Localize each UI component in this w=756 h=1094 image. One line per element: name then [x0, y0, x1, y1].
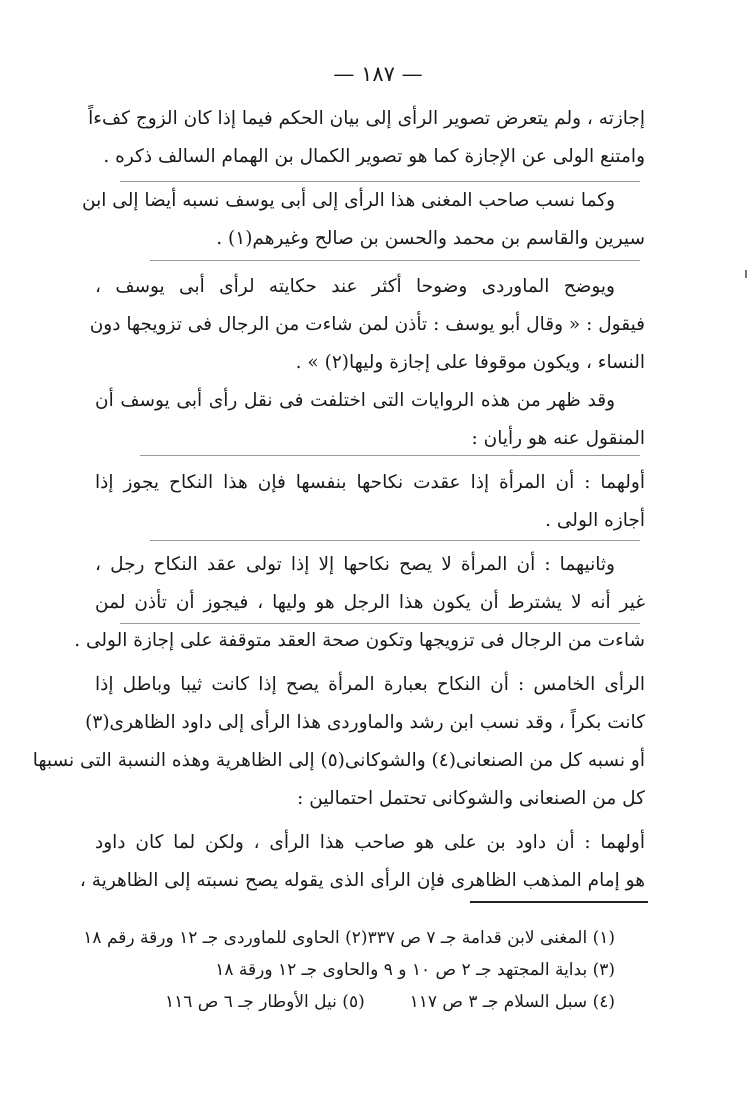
footnote-row — [83, 922, 615, 954]
footnote-row — [105, 954, 615, 986]
text-line: النساء ، ويكون موقوفا على إجازة وليها(٢) » . — [295, 352, 645, 373]
footnote-1: (١) المغنى لابن قدامة جـ ٧ ص ٣٣٧ — [367, 928, 615, 948]
text-line: إجازته ، ولم يتعرض تصوير الرأى إلى بيان الحكم فيما إذا كان الزوج كفءاً — [88, 108, 645, 129]
footnotes — [83, 922, 615, 1018]
text-line: كل من الصنعانى والشوكانى تحتمل احتمالين : — [297, 788, 645, 809]
text-line: وقد ظهر من هذه الروايات التى اختلفت فى نقل رأى أبى يوسف أن — [95, 390, 615, 411]
text-line: سيرين والقاسم بن محمد والحسن بن صالح وغيرهم(١) . — [216, 228, 645, 249]
text-line: المنقول عنه هو رأيان : — [471, 428, 645, 449]
text-line: أولهما : أن المرأة إذا عقدت نكاحها بنفسها فإن هذا النكاح يجوز إذا — [95, 472, 645, 493]
footnote-2: (٢) الحاوى للماوردى جـ ١٢ ورقة رقم ١٨ — [83, 928, 368, 948]
text-line: غير أنه لا يشترط أن يكون هذا الرجل هو وليها ، فيجوز أن تأذن لمن — [95, 592, 645, 613]
text-line: وثانيهما : أن المرأة لا يصح نكاحها إلا إذا تولى عقد النكاح رجل ، — [95, 554, 615, 575]
margin-mark — [745, 270, 747, 278]
footnote-row — [105, 986, 615, 1018]
main-text — [32, 100, 645, 900]
text-line: أجازه الولى . — [545, 510, 645, 531]
text-line: أو نسبه كل من الصنعانى(٤) والشوكانى(٥) إلى الظاهرية وهذه النسبة التى نسبها — [32, 750, 645, 771]
text-line: الرأى الخامس : أن النكاح بعبارة المرأة يصح إذا كانت ثيبا وباطل إذا — [95, 674, 645, 695]
text-line: هو إمام المذهب الظاهرى فإن الرأى الذى يقوله يصح نسبته إلى الظاهرية ، — [79, 870, 645, 891]
text-line: كانت بكراً ، وقد نسب ابن رشد والماوردى هذا الرأى إلى داود الظاهرى(٣) — [85, 712, 645, 733]
footnote-divider — [470, 901, 648, 903]
footnote-4: (٤) سبل السلام جـ ٣ ص ١١٧ — [409, 992, 615, 1012]
text-line: وكما نسب صاحب المغنى هذا الرأى إلى أبى يوسف نسبه أيضا إلى ابن — [82, 190, 615, 211]
footnote-3: (٣) بداية المجتهد جـ ٢ ص ١٠ و ٩ والحاوى جـ ١٢ ورقة ١٨ — [215, 960, 615, 980]
text-line: فيقول : « وقال أبو يوسف : تأذن لمن شاءت من الرجال فى تزويجها دون — [89, 314, 645, 335]
text-line: ويوضح الماوردى وضوحا أكثر عند حكايته لرأى أبى يوسف ، — [95, 276, 615, 297]
page-number: — ١٨٧ — — [333, 62, 423, 86]
text-line: أولهما : أن داود بن على هو صاحب هذا الرأى ، ولكن لما كان داود — [95, 832, 645, 853]
text-line: شاءت من الرجال فى تزويجها وتكون صحة العقد متوقفة على إجازة الولى . — [74, 630, 645, 651]
text-line: وامتنع الولى عن الإجازة كما هو تصوير الكمال بن الهمام السالف ذكره . — [103, 146, 645, 167]
footnote-5: (٥) نيل الأوطار جـ ٦ ص ١١٦ — [165, 992, 365, 1012]
